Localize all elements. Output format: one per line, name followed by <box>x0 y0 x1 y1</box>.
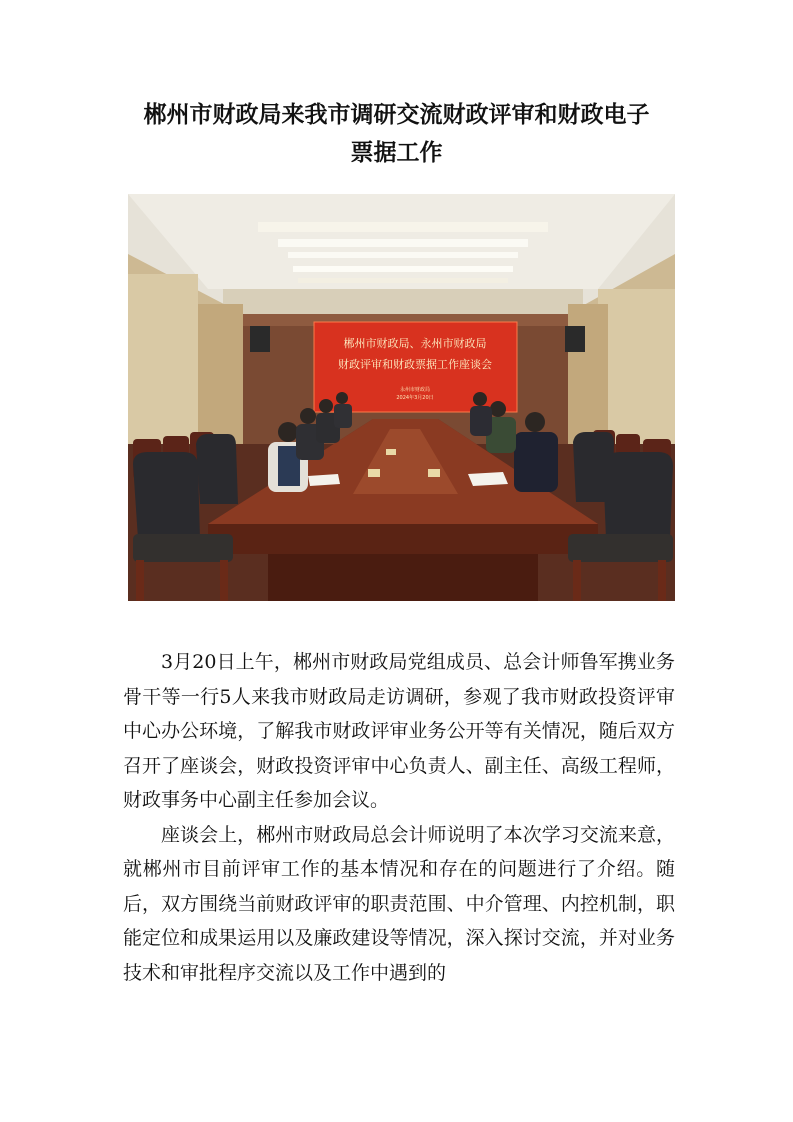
screen-text-line-1: 郴州市财政局、永州市财政局 <box>343 337 487 350</box>
article-title <box>110 96 683 172</box>
article-title-line-1: 郴州市财政局来我市调研交流财政评审和财政电子 <box>143 101 650 128</box>
meeting-photo <box>128 194 675 601</box>
photo-person-right-1 <box>514 432 558 492</box>
photo-chair-front-left <box>133 452 200 539</box>
article-paragraph-1: 3月20日上午，郴州市财政局党组成员、总会计师鲁军携业务骨干等一行5人来我市财政局走访调研，参观了我市财政投资评审中心办公环境，了解我市财政评审业务公开等有关情况，随后双方召开了座谈会，财政投资评审中心负责人、副主任、高级工程师，财政事务中心副主任参加会议。 <box>123 651 675 811</box>
screen-text-line-4: 2024年3月20日 <box>396 395 434 401</box>
screen-text-line-3: 永州市财政局 <box>399 387 431 393</box>
screen-text-line-2: 财政评审和财政票据工作座谈会 <box>338 358 492 371</box>
photo-chair-front-right <box>603 452 673 539</box>
article-title-line-2: 票据工作 <box>350 139 443 166</box>
article-body <box>123 645 675 990</box>
article-paragraph-2: 座谈会上，郴州市财政局总会计师说明了本次学习交流来意，就郴州市目前评审工作的基本情况和存在的问题进行了介绍。随后，双方围绕当前财政评审的职责范围、中介管理、内控机制，职能定位和成果运用以及廉政建设等情况，深入探讨交流，并对业务技术和审批程序交流以及工作中遇到的 <box>123 823 675 984</box>
